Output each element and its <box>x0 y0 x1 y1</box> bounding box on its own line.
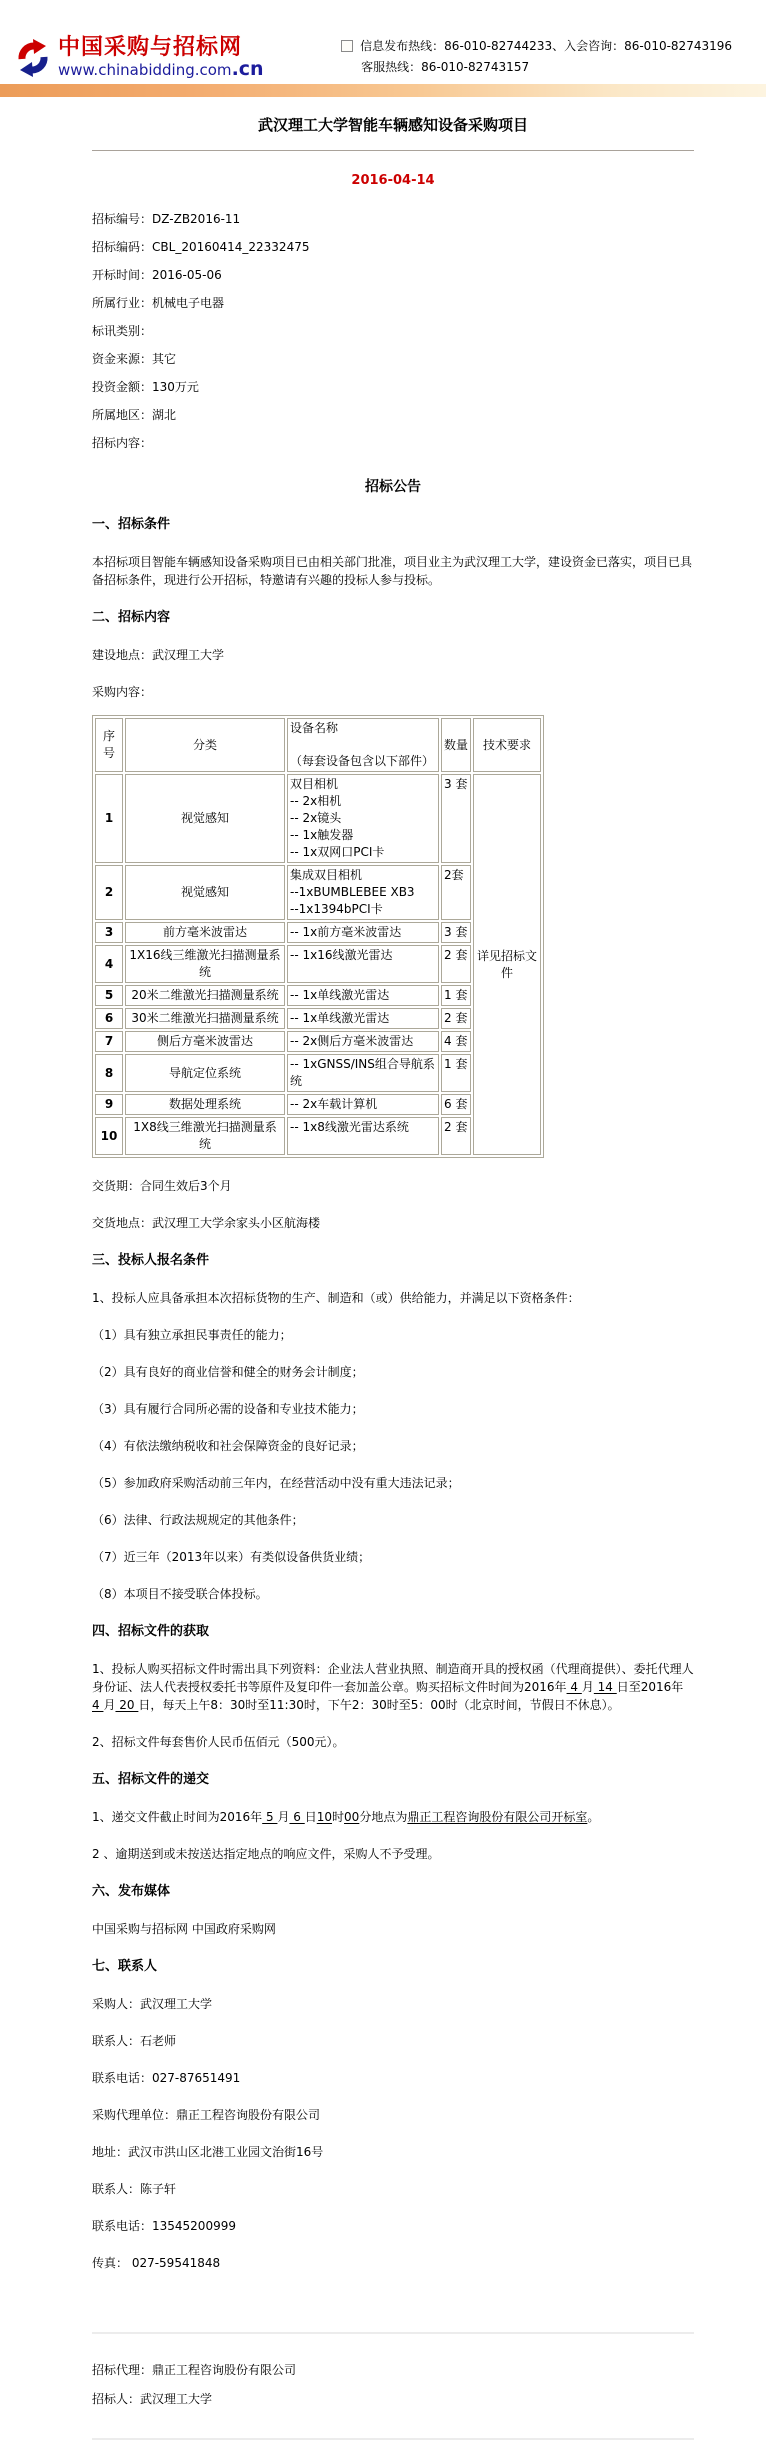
row-device-cell: -- 1x16线激光雷达 <box>287 945 439 983</box>
col-header-no: 序号 <box>95 718 123 772</box>
paragraph: （4）有依法缴纳税收和社会保障资金的良好记录； <box>92 1439 364 1453</box>
col-header-device-line2: （每套设备包含以下部件） <box>290 754 435 768</box>
paragraph: 2 、逾期送到或未按送达指定地点的响应文件，采购人不予受理。 <box>92 1847 440 1861</box>
paragraph: 联系人：石老师 <box>92 2034 177 2048</box>
meta-field <box>92 268 694 296</box>
meta-field <box>92 380 694 408</box>
meta-field-value: 湖北 <box>152 408 177 422</box>
hotline-line-2: 客服热线：86-010-82743157 <box>361 60 530 74</box>
meta-field-label: 标讯类别： <box>92 324 153 338</box>
row-qty-cell: 2 套 <box>441 945 471 983</box>
paragraph: （5）参加政府采购活动前三年内，在经营活动中没有重大违法记录； <box>92 1476 460 1490</box>
row-no-cell: 2 <box>95 865 123 920</box>
row-category-cell: 20米二维激光扫描测量系统 <box>125 985 285 1006</box>
meta-field-label: 资金来源： <box>92 352 153 366</box>
col-header-device <box>287 718 439 772</box>
meta-field-value: 130万元 <box>152 380 199 394</box>
meta-field <box>92 352 694 380</box>
row-qty-cell: 1 套 <box>441 1054 471 1092</box>
section-heading-7: 七、联系人 <box>92 1959 158 1974</box>
row-category-cell: 30米二维激光扫描测量系统 <box>125 1008 285 1029</box>
footer-lines <box>92 2334 694 2438</box>
row-qty-cell: 2 套 <box>441 1008 471 1029</box>
row-no-cell: 5 <box>95 985 123 1006</box>
row-no-cell: 9 <box>95 1094 123 1115</box>
row-qty-cell: 3 套 <box>441 774 471 863</box>
row-device-cell: -- 1x单线激光雷达 <box>287 985 439 1006</box>
row-device-cell: -- 1x单线激光雷达 <box>287 1008 439 1029</box>
row-no-cell: 8 <box>95 1054 123 1092</box>
paragraph: 联系电话：027-87651491 <box>92 2071 241 2085</box>
paragraph: （6）法律、行政法规规定的其他条件； <box>92 1513 304 1527</box>
site-logo[interactable] <box>14 36 264 79</box>
section-body-6 <box>92 1920 694 1938</box>
row-device-cell: -- 1xGNSS/INS组合导航系统 <box>287 1054 439 1092</box>
row-device-cell: 双目相机 -- 2x相机 -- 2x镜头 -- 1x触发器 -- 1x双网口PCI卡 <box>287 774 439 863</box>
row-category-cell: 数据处理系统 <box>125 1094 285 1115</box>
site-header <box>0 0 766 79</box>
logo-site-name: 中国采购与招标网 <box>58 35 243 60</box>
meta-field-value: DZ-ZB2016-11 <box>152 212 241 226</box>
paragraph: （7）近三年（2013年以来）有类似设备供货业绩； <box>92 1550 371 1564</box>
section-body-2-before <box>92 646 694 701</box>
paragraph: 中国采购与招标网 中国政府采购网 <box>92 1922 276 1936</box>
row-no-cell: 4 <box>95 945 123 983</box>
footer-line: 招标代理：鼎正工程咨询股份有限公司 <box>92 2363 297 2377</box>
meta-fields <box>92 212 694 464</box>
paragraph: 1、递交文件截止时间为2016年 5 月 6 日10时00分地点为鼎正工程咨询股份有限公司开标室。 <box>92 1810 600 1824</box>
section-body-1 <box>92 553 694 589</box>
paragraph: 1、投标人购买招标文件时需出具下列资料：企业法人营业执照、制造商开具的授权函（代理商提供）、委托代理人身份证、法人代表授权委托书等原件及复印件一套加盖公章。购买招标文件时间为2016年 4 月 14 日至2016年 4 月 20 日，每天上午8：30时至11:30时，下午2：30时至5：00时（北京时间，节假日不休息）。 <box>92 1662 694 1712</box>
equipment-table-wrap <box>92 715 694 1158</box>
row-qty-cell: 3 套 <box>441 922 471 943</box>
meta-field-value: 机械电子电器 <box>152 296 225 310</box>
row-device-cell: -- 2x车载计算机 <box>287 1094 439 1115</box>
announcement-title: 招标公告 <box>365 479 421 495</box>
row-device-cell: -- 1x前方毫米波雷达 <box>287 922 439 943</box>
row-category-cell: 视觉感知 <box>125 774 285 863</box>
publish-date: 2016-04-14 <box>351 173 435 188</box>
hotline-line-1: 信息发布热线：86-010-82744233、入会咨询：86-010-82743196 <box>341 36 732 57</box>
col-header-device-line1: 设备名称 <box>290 721 339 735</box>
meta-field-value: 其它 <box>152 352 177 366</box>
row-no-cell: 6 <box>95 1008 123 1029</box>
meta-field <box>92 436 694 464</box>
meta-field-label: 开标时间： <box>92 268 153 282</box>
paragraph: 交货期：合同生效后3个月 <box>92 1179 232 1193</box>
row-no-cell: 1 <box>95 774 123 863</box>
meta-field <box>92 324 694 352</box>
meta-field-label: 投资金额： <box>92 380 153 394</box>
row-category-cell: 视觉感知 <box>125 865 285 920</box>
logo-text <box>58 36 264 79</box>
row-category-cell: 导航定位系统 <box>125 1054 285 1092</box>
paragraph: （3）具有履行合同所必需的设备和专业技术能力； <box>92 1402 364 1416</box>
row-no-cell: 3 <box>95 922 123 943</box>
paragraph: 联系人：陈子轩 <box>92 2182 177 2196</box>
paragraph: 联系电话：13545200999 <box>92 2219 236 2233</box>
section-body-4 <box>92 1660 694 1751</box>
paragraph: （2）具有良好的商业信誉和健全的财务会计制度； <box>92 1365 364 1379</box>
row-category-cell: 侧后方毫米波雷达 <box>125 1031 285 1052</box>
row-device-cell: 集成双目相机 --1xBUMBLEBEE XB3 --1x1394bPCI卡 <box>287 865 439 920</box>
paragraph: （8）本项目不接受联合体投标。 <box>92 1587 268 1601</box>
meta-field-label: 招标编号： <box>92 212 153 226</box>
equipment-table <box>92 715 544 1158</box>
section-body-2-after <box>92 1177 694 1232</box>
header-checkbox[interactable] <box>341 40 353 52</box>
section-body-5 <box>92 1808 694 1863</box>
meta-field-label: 所属行业： <box>92 296 153 310</box>
paragraph: 采购代理单位：鼎正工程咨询股份有限公司 <box>92 2108 321 2122</box>
title-divider <box>92 150 694 151</box>
paragraph: 交货地点：武汉理工大学余家头小区航海楼 <box>92 1216 321 1230</box>
paragraph: 传真： 027-59541848 <box>92 2256 221 2270</box>
paragraph: 本招标项目智能车辆感知设备采购项目已由相关部门批准，项目业主为武汉理工大学，建设资金已落实，项目已具备招标条件，现进行公开招标，特邀请有兴趣的投标人参与投标。 <box>92 555 693 587</box>
meta-field <box>92 240 694 268</box>
paragraph: 2、招标文件每套售价人民币伍佰元（500元）。 <box>92 1735 345 1749</box>
meta-field <box>92 296 694 324</box>
section-heading-1: 一、招标条件 <box>92 517 171 532</box>
section-body-3 <box>92 1289 694 1603</box>
chinabidding-logo-icon <box>14 37 52 79</box>
row-qty-cell: 4 套 <box>441 1031 471 1052</box>
section-heading-4: 四、招标文件的获取 <box>92 1624 210 1639</box>
section-heading-3: 三、投标人报名条件 <box>92 1253 210 1268</box>
paragraph: 采购人：武汉理工大学 <box>92 1997 213 2011</box>
section-heading-5: 五、招标文件的递交 <box>92 1772 210 1787</box>
row-category-cell: 1X16线三维激光扫描测量系统 <box>125 945 285 983</box>
paragraph: 1、投标人应具备承担本次招标货物的生产、制造和（或）供给能力，并满足以下资格条件： <box>92 1291 580 1305</box>
tech-requirement-cell: 详见招标文件 <box>473 774 541 1155</box>
row-qty-cell: 2 套 <box>441 1117 471 1155</box>
page-footer <box>0 2332 766 2440</box>
footer-line: 招标人：武汉理工大学 <box>92 2392 213 2406</box>
meta-field <box>92 212 694 240</box>
paragraph: 建设地点：武汉理工大学 <box>92 648 225 662</box>
header-accent-bar <box>0 84 766 97</box>
paragraph: 地址：武汉市洪山区北港工业园文治街16号 <box>92 2145 324 2159</box>
row-qty-cell: 1 套 <box>441 985 471 1006</box>
header-hotlines <box>341 36 732 78</box>
section-body-7 <box>92 1995 694 2272</box>
meta-field-value: CBL_20160414_22332475 <box>152 240 310 254</box>
row-device-cell: -- 2x侧后方毫米波雷达 <box>287 1031 439 1052</box>
row-category-cell: 前方毫米波雷达 <box>125 922 285 943</box>
page-title: 武汉理工大学智能车辆感知设备采购项目 <box>257 116 528 134</box>
row-no-cell: 7 <box>95 1031 123 1052</box>
meta-field <box>92 408 694 436</box>
logo-url-suffix: .cn <box>231 58 264 80</box>
paragraph: （1）具有独立承担民事责任的能力； <box>92 1328 292 1342</box>
paragraph: 采购内容： <box>92 685 153 699</box>
section-heading-6: 六、发布媒体 <box>92 1884 171 1899</box>
row-category-cell: 1X8线三维激光扫描测量系统 <box>125 1117 285 1155</box>
meta-field-label: 招标编码： <box>92 240 153 254</box>
col-header-tech: 技术要求 <box>473 718 541 772</box>
col-header-qty: 数量 <box>441 718 471 772</box>
logo-site-url: www.chinabidding.com.cn <box>58 58 264 80</box>
row-device-cell: -- 1x8线激光雷达系统 <box>287 1117 439 1155</box>
row-qty-cell: 2套 <box>441 865 471 920</box>
col-header-category: 分类 <box>125 718 285 772</box>
section-heading-2: 二、招标内容 <box>92 610 171 625</box>
meta-field-value: 2016-05-06 <box>152 268 222 282</box>
row-no-cell: 10 <box>95 1117 123 1155</box>
row-qty-cell: 6 套 <box>441 1094 471 1115</box>
meta-field-label: 招标内容： <box>92 436 153 450</box>
meta-field-label: 所属地区： <box>92 408 153 422</box>
article-content <box>0 114 766 2272</box>
